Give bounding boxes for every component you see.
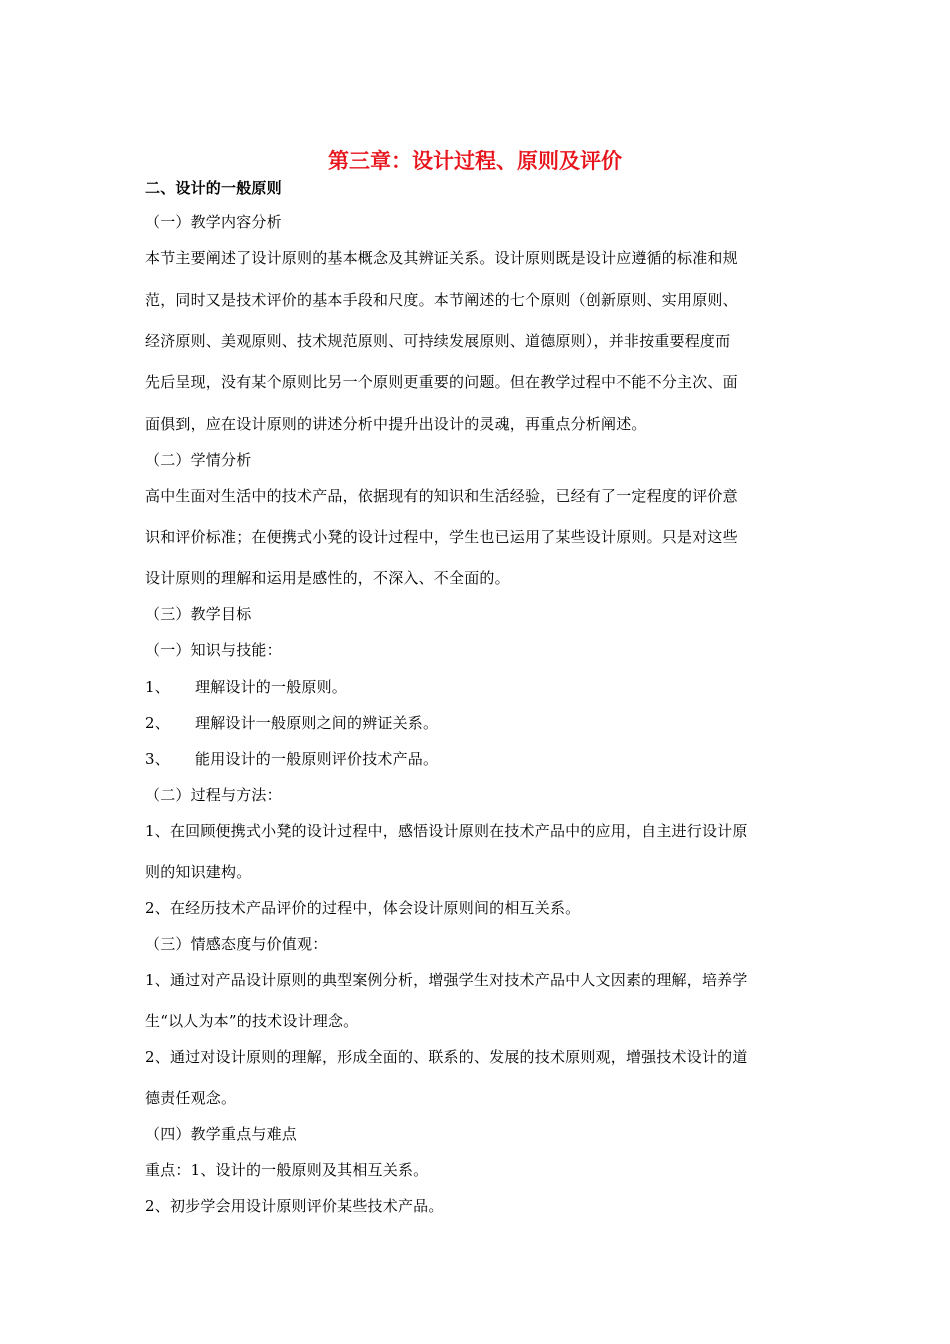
paragraph-line: 2、初步学会用设计原则评价某些技术产品。 (145, 1197, 444, 1215)
list-item-text: 理解设计的一般原则。 (195, 678, 348, 696)
list-item (145, 749, 815, 769)
paragraph-line: 识和评价标准；在便携式小凳的设计过程中，学生也已运用了某些设计原则。只是对这些 (145, 528, 738, 546)
paragraph-line: 范，同时又是技术评价的基本手段和尺度。本节阐述的七个原则（创新原则、实用原则、 (145, 291, 738, 309)
paragraph-line: 德责任观念。 (145, 1089, 237, 1107)
paragraph-line: 经济原则、美观原则、技术规范原则、可持续发展原则、道德原则），并非按重要程度而 (145, 332, 731, 350)
paragraph-line: 面俱到，应在设计原则的讲述分析中提升出设计的灵魂，再重点分析阐述。 (145, 415, 647, 433)
paragraph-line: 设计原则的理解和运用是感性的，不深入、不全面的。 (145, 569, 510, 587)
subsection-heading: （四）教学重点与难点 (145, 1125, 298, 1143)
paragraph-line: 1、通过对产品设计原则的典型案例分析，增强学生对技术产品中人文因素的理解，培养学 (145, 971, 748, 989)
subsection-heading: （二）学情分析 (145, 451, 252, 469)
paragraph-line: 2、在经历技术产品评价的过程中，体会设计原则间的相互关系。 (145, 899, 581, 917)
section-heading: 二、设计的一般原则 (145, 179, 282, 197)
list-item-number: 3、 (145, 750, 170, 768)
subsection-heading: （三）教学目标 (145, 605, 252, 623)
chapter-title: 第三章：设计过程、原则及评价 (328, 149, 622, 173)
subsection-heading: （一）教学内容分析 (145, 213, 282, 231)
list-item-text: 能用设计的一般原则评价技术产品。 (195, 750, 439, 768)
list-item (145, 677, 815, 697)
goal-heading: （三）情感态度与价值观： (145, 935, 328, 953)
paragraph-line: 则的知识建构。 (145, 863, 252, 881)
paragraph-line: 生“以人为本”的技术设计理念。 (145, 1012, 359, 1030)
paragraph-line: 1、在回顾便携式小凳的设计过程中，感悟设计原则在技术产品中的应用，自主进行设计原 (145, 822, 748, 840)
goal-heading: （二）过程与方法： (145, 786, 282, 804)
list-item-number: 2、 (145, 714, 170, 732)
paragraph-line: 重点：1、设计的一般原则及其相互关系。 (145, 1161, 429, 1179)
list-item-number: 1、 (145, 678, 170, 696)
paragraph-line: 高中生面对生活中的技术产品，依据现有的知识和生活经验，已经有了一定程度的评价意 (145, 487, 738, 505)
paragraph-line: 本节主要阐述了设计原则的基本概念及其辨证关系。设计原则既是设计应遵循的标准和规 (145, 249, 738, 267)
paragraph-line: 先后呈现，没有某个原则比另一个原则更重要的问题。但在教学过程中不能不分主次、面 (145, 373, 738, 391)
list-item (145, 713, 815, 733)
paragraph-line: 2、通过对设计原则的理解，形成全面的、联系的、发展的技术原则观，增强技术设计的道 (145, 1048, 748, 1066)
goal-heading: （一）知识与技能： (145, 641, 282, 659)
list-item-text: 理解设计一般原则之间的辨证关系。 (195, 714, 439, 732)
